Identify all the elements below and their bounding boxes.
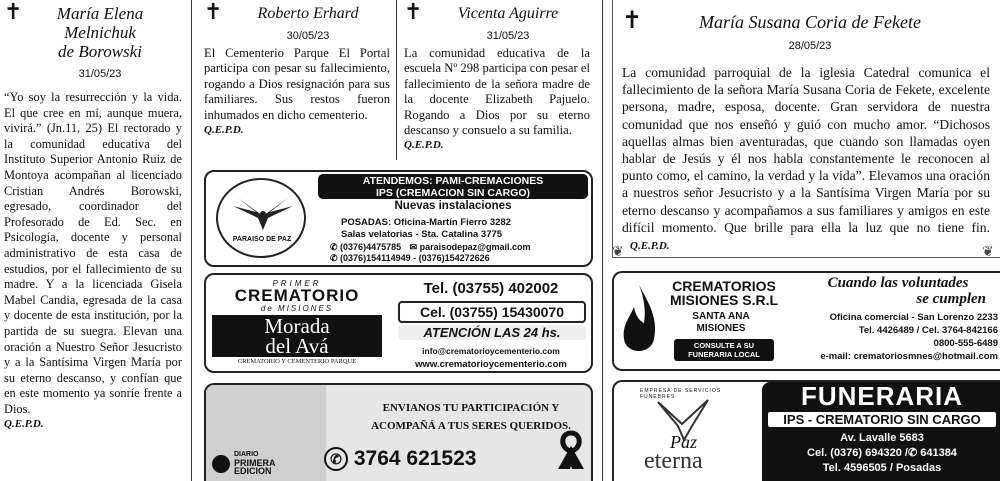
funeraria-contact — [764, 431, 1000, 476]
crematorios-contact — [764, 311, 998, 363]
phone-number[interactable]: Cel. (0376) 694320 /✆ 641384 — [807, 447, 957, 459]
morada-logo — [212, 279, 382, 369]
morada-footer: CREMATORIO Y CEMENTERIO PARQUE — [237, 358, 357, 365]
consult-line: CONSULTE A SU — [693, 341, 755, 350]
funeraria-title: FUNERARIA — [800, 381, 964, 411]
crematorios-consult — [674, 339, 774, 361]
name-line: María Elena — [56, 4, 144, 23]
dove-logo — [216, 178, 306, 258]
funeraria-subtitle: IPS - CREMATORIO SIN CARGO — [768, 412, 996, 427]
obituary-date: 31/05/23 — [78, 68, 122, 80]
obituary-name: Vicenta Aguirre — [457, 5, 559, 22]
ad-morada-del-ava[interactable] — [204, 273, 593, 373]
phone-number[interactable]: 3764 621523 — [353, 447, 477, 470]
obituary-text-body: El Cementerio Parque El Portal participa con pesar su fallecimiento, rogando a Dios resignación para sus familiares. Sus restos fueron inhumados en dicho cementerio. — [204, 46, 390, 122]
paz-eterna-logo — [622, 386, 752, 478]
logo-paz: Paz — [670, 432, 697, 452]
obituary-name: Roberto Erhard — [257, 5, 359, 22]
office-line: Oficina comercial - San Lorenzo 2233 — [829, 312, 998, 323]
primera-message — [356, 399, 586, 435]
morada-web[interactable]: www.crematorioycementerio.com — [415, 359, 567, 370]
address-line: Av. Lavalle 5683 — [840, 432, 924, 444]
phone-number[interactable]: 0800-555-6489 — [933, 338, 998, 349]
logo-line: EDICION — [234, 466, 272, 476]
qepd-label: Q.E.P.D. — [630, 240, 670, 253]
message-line: ENVIANOS TU PARTICIPACIÓN Y — [382, 402, 560, 414]
consult-line: FUNERARIA LOCAL — [688, 350, 760, 359]
phone-number[interactable]: (0376)154114949 - (0376)154272626 — [340, 253, 490, 263]
obituary-text — [204, 46, 390, 138]
crematorios-name — [654, 279, 794, 307]
address-line: Salas velatorias - Sta. Catalina 3775 — [341, 229, 503, 240]
ad-primera-edicion[interactable] — [204, 383, 593, 481]
email-link[interactable]: e-mail: crematoriosmnes@hotmail.com — [820, 351, 998, 362]
morada-tel[interactable]: Tel. (03755) 402002 — [423, 280, 559, 297]
qepd-label: Q.E.P.D. — [204, 124, 244, 137]
paraiso-banner — [318, 174, 588, 199]
primera-logo — [212, 451, 312, 477]
cross-icon: ✝ — [404, 0, 423, 25]
name-line: MISIONES S.R.L — [669, 292, 779, 308]
logo-arc-text: EMPRESA DE SERVICIOS FUNEBRES — [640, 388, 722, 400]
message-line: ACOMPAÑÁ A TUS SERES QUERIDOS. — [371, 420, 571, 432]
address-line: POSADAS: Oficina-Martín Fierro 3282 — [341, 217, 511, 228]
primer-label: PRIMER — [272, 279, 322, 288]
banner-line: ATENDEMOS: PAMI-CREMACIONES — [362, 175, 544, 187]
obituary-name — [30, 4, 170, 61]
city-line: SANTA ANA — [692, 311, 750, 322]
obituary-name: María Susana Coria de Fekete — [699, 12, 921, 32]
name-line: de Borowski — [58, 42, 142, 61]
obituary-date: 31/05/23 — [486, 30, 530, 42]
slogan-line: Cuando las voluntades — [827, 275, 969, 291]
crematorios-slogan — [800, 275, 996, 307]
morada-name-line: Morada — [264, 314, 330, 338]
slogan-line: se cumplen — [916, 291, 986, 307]
crematorio-label: CREMATORIO — [234, 286, 360, 305]
phone-number[interactable]: (0376)4475785 — [340, 242, 402, 252]
flourish-ornament-icon: ❦ — [982, 245, 994, 260]
mourning-ribbon-icon — [556, 429, 586, 469]
name-line: CREMATORIOS — [672, 278, 776, 294]
morada-email[interactable]: info@crematorioycementerio.com — [422, 346, 560, 356]
paraiso-contacts — [330, 242, 592, 264]
obituary-text-body: “Yo soy la resurrección y la vida. El que cree en mí, aunque muera, vivirá.” (Jn.11, 25) El rectorado y la comunidad educativa del Instituto Superior Antonio Ruiz de Montoya acompañan al licenciado Cristian Andrés Borowski, egresado, coordinador del Profesorado de Ed. Sec. en Psicología, docente y personal administrativo de esta casa de estudios, por el fallecimiento de su madre. Y a la licenciada Gisela Mabel Candia, egresada de la casa y docente de esta institución, por la partida de su suegra. Elevan una oración a Nuestro Señor Jesucristo y a la Santísima Virgen María por su eterno descanso, y confían que en este momento ya sonríe frente a Dios. — [4, 90, 182, 416]
flourish-ornament-icon: ❦ — [612, 245, 624, 260]
phone-icon: ✆ — [330, 242, 341, 252]
logo-line: PRIMERA — [234, 458, 276, 468]
obituary-text — [404, 46, 590, 154]
whatsapp-icon: ✆ — [330, 253, 341, 263]
email-link[interactable]: paraisodepaz@gmail.com — [419, 242, 531, 252]
globe-icon — [212, 455, 230, 473]
paraiso-subtitle: Nuevas instalaciones — [394, 200, 512, 212]
column-divider — [396, 0, 397, 160]
banner-line: IPS (CREMACION SIN CARGO) — [375, 187, 530, 199]
paraiso-logo-text: PARAISO DE PAZ — [232, 236, 292, 243]
obituary-text-body: La comunidad educativa de la escuela Nº 298 participa con pesar el fallecimiento de la señora madre de la docente Elizabeth Pajuelo. Rogando a Dios por su eterno descanso y consuelo a su familia. — [404, 46, 590, 138]
obituary-date: 28/05/23 — [788, 40, 832, 52]
morada-name-line: del Avá — [265, 334, 329, 358]
ad-crematorios-misiones[interactable] — [612, 271, 1000, 371]
obituary-text-body: La comunidad parroquial de la iglesia Catedral comunica el fallecimiento de la señora María Susana Coria de Fekete, excelente persona, madre, esposa, docente. Gran servidora de nuestra comunidad que nos enseñó y guió con mucho amor. “Dichosos aquellas almas bien aventuradas, que cuando son llamadas oyen hablar de Jesús y él nos habla constantemente le reconocen al punto como, el camino, la verdad y la vida”. Elevamos una oración a nuestros señor Jesucristo y a la Santísima Virgen María por su eterno descanso y acompañamos a sus familiares y amigos en este difícil momento. Que brille para ella la luz que no tiene fin. — [622, 65, 990, 235]
ad-funeraria-paz-eterna[interactable] — [612, 380, 1000, 481]
phone-number[interactable]: Tel. 4426489 / Cel. 3764-842166 — [858, 325, 998, 336]
cross-icon: ✝ — [622, 6, 643, 34]
city-line: MISIONES — [696, 323, 746, 334]
morada-atencion: ATENCIÓN LAS 24 hs. — [398, 325, 586, 340]
morada-cel[interactable]: Cel. (03755) 15430070 — [398, 301, 586, 323]
qepd-label: Q.E.P.D. — [404, 139, 444, 152]
logo-eterna: eterna — [644, 448, 703, 474]
cross-icon: ✝ — [204, 0, 223, 25]
ad-paraiso-de-paz[interactable] — [204, 170, 593, 267]
morada-name-box — [212, 315, 382, 357]
phone-number[interactable]: Tel. 4596505 / Posadas — [822, 462, 942, 474]
de-misiones-label: de MISIONES — [260, 304, 334, 313]
qepd-label: Q.E.P.D. — [4, 418, 44, 431]
whatsapp-icon: ✆ — [324, 447, 348, 471]
obituary-date: 30/05/23 — [286, 30, 330, 42]
flame-logo-icon — [620, 283, 658, 363]
primera-phone[interactable] — [324, 447, 524, 471]
crematorios-city — [666, 311, 776, 335]
cross-icon: ✝ — [4, 0, 23, 25]
column-divider — [602, 0, 603, 481]
obituary-text — [4, 90, 182, 433]
name-line: Melnichuk — [64, 23, 136, 42]
paraiso-address — [341, 217, 591, 241]
obituary-text — [622, 64, 990, 255]
column-divider — [191, 0, 192, 481]
email-icon: ✉ — [409, 242, 420, 252]
logo-line: DIARIO — [234, 451, 259, 458]
